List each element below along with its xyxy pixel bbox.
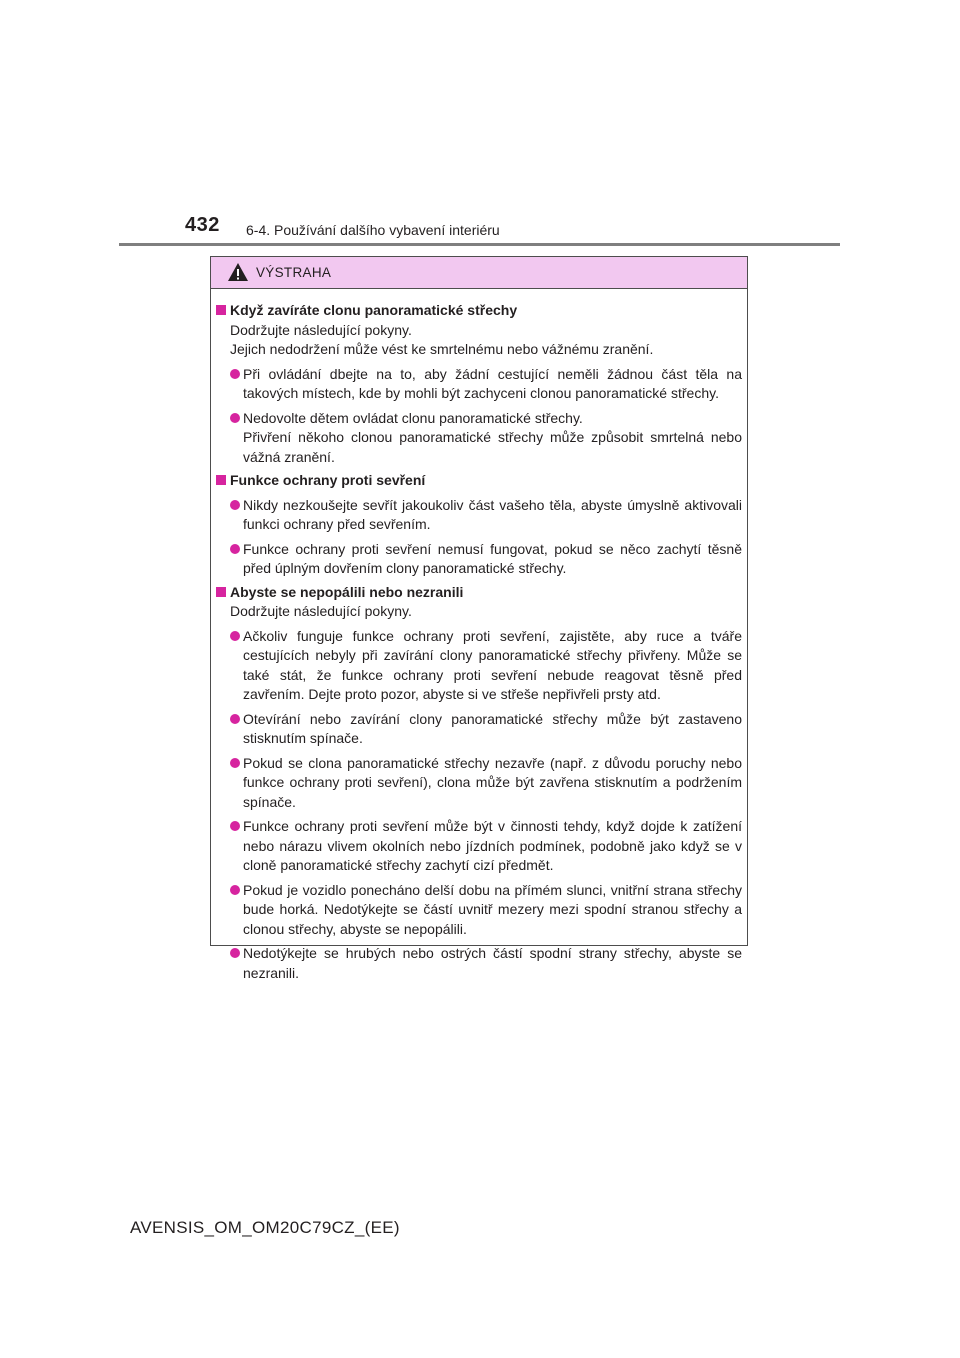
bullet-item <box>216 365 742 404</box>
warning-body <box>211 289 747 983</box>
section-title: 6-4. Používání dalšího vybavení interiéru <box>246 222 500 238</box>
warning-title: VÝSTRAHA <box>256 265 332 280</box>
section-intro <box>216 321 742 360</box>
bullet-text: Pokud se clona panoramatické střechy nezavře (např. z důvodu poruchy nebo funkce ochrany proti sevření), clona může být zavřena stisknutím a podržením spínače. <box>243 754 742 810</box>
header-divider <box>119 243 840 246</box>
bullet-text: Otevírání nebo zavírání clony panoramatické střechy může být zastaveno stisknutím spínače. <box>243 710 742 746</box>
section-heading <box>216 301 742 321</box>
bullet-text: Nedovolte dětem ovládat clonu panoramatické střechy. Přivření někoho clonou panoramatické střechy může způsobit smrtelná nebo vážná zranění. <box>243 409 742 465</box>
bullet-text: Funkce ochrany proti sevření nemusí fungovat, pokud se něco zachytí těsně před úplným dovřením clony panoramatické střechy. <box>243 540 742 576</box>
bullet-item <box>216 540 742 579</box>
square-bullet-icon <box>216 587 226 597</box>
bullet-item <box>216 944 742 983</box>
bullet-item <box>216 409 742 468</box>
square-bullet-icon <box>216 475 226 485</box>
round-bullet-icon <box>230 758 240 768</box>
round-bullet-icon <box>230 500 240 510</box>
bullet-item <box>216 627 742 705</box>
section-heading-text: Funkce ochrany proti sevření <box>230 472 426 488</box>
bullet-item <box>216 496 742 535</box>
section-heading <box>216 471 742 491</box>
section-heading <box>216 583 742 603</box>
round-bullet-icon <box>230 631 240 641</box>
intro-line: Dodržujte následující pokyny. <box>230 603 412 619</box>
square-bullet-icon <box>216 305 226 315</box>
bullet-text: Při ovládání dbejte na to, aby žádní cestující neměli žádnou část těla na takových místech, kde by mohli být zachyceni clonou panoramatické střechy. <box>243 365 742 401</box>
bullet-text: Ačkoliv funguje funkce ochrany proti sevření, zajistěte, aby ruce a tváře cestujících nebyly při zavírání clony panoramatické střechy přivřeny. Může se také stát, že funkce ochrany proti sevření nebude reagovat těsně před zavřením. Dejte proto pozor, abyste si ve střeše nepřivřeli prsty atd. <box>243 627 742 702</box>
round-bullet-icon <box>230 948 240 958</box>
warning-box <box>210 256 748 981</box>
bullet-item <box>216 881 742 940</box>
round-bullet-icon <box>230 369 240 379</box>
intro-line: Jejich nedodržení může vést ke smrtelnému nebo vážnému zranění. <box>230 341 654 357</box>
round-bullet-icon <box>230 544 240 554</box>
bullet-text: Pokud je vozidlo ponecháno delší dobu na přímém slunci, vnitřní strana střechy bude horká. Nedotýkejte se částí uvnitř mezery mezi spodní stranou střechy a clonou střechy, abyste se nepopálili. <box>243 881 742 937</box>
round-bullet-icon <box>230 885 240 895</box>
round-bullet-icon <box>230 714 240 724</box>
warning-header <box>211 257 747 289</box>
section-heading-text: Abyste se nepopálili nebo nezranili <box>230 583 464 600</box>
bullet-item <box>216 754 742 813</box>
section-intro <box>216 602 742 622</box>
bullet-text: Nikdy nezkoušejte sevřít jakoukoliv část vašeho těla, abyste úmyslně aktivovali funkci ochrany před sevřením. <box>243 496 742 532</box>
intro-line: Dodržujte následující pokyny. <box>230 321 412 338</box>
warning-triangle-icon <box>227 262 249 282</box>
bullet-text: Funkce ochrany proti sevření může být v činnosti tehdy, když dojde k zatížení nebo nárazu vlivem okolních nebo jízdních podmínek, podobně jako když se v cloně panoramatické střechy zachytí cizí předmět. <box>243 818 742 873</box>
round-bullet-icon <box>230 821 240 831</box>
page-number: 432 <box>185 214 220 236</box>
round-bullet-icon <box>230 413 240 423</box>
section-heading-text: Když zavíráte clonu panoramatické střechy <box>230 302 518 318</box>
bullet-item <box>216 710 742 749</box>
document-code: AVENSIS_OM_OM20C79CZ_(EE) <box>130 1218 400 1237</box>
bullet-item <box>216 817 742 876</box>
bullet-text: Nedotýkejte se hrubých nebo ostrých částí spodní strany střechy, abyste se nezranili. <box>243 945 742 981</box>
